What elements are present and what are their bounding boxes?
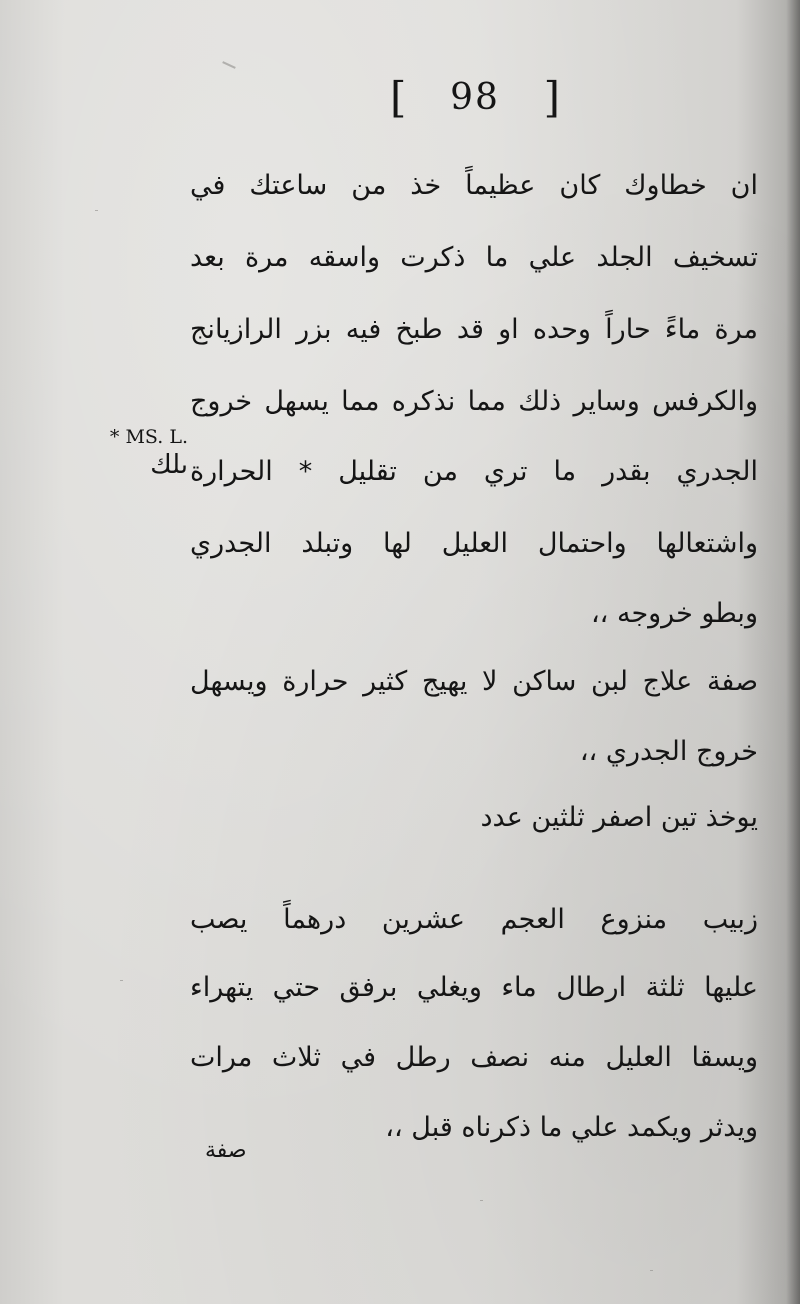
- close-bracket: ]: [543, 72, 560, 122]
- margin-note-arabic: ىلك: [150, 450, 188, 480]
- text-line: عليها ثلثة ارطال ماء ويغلي برفق حتي يتهراء: [190, 972, 758, 1003]
- paper-speck: [650, 1270, 653, 1271]
- text-line: واشتعالها واحتمال العليل لها وتبلد الجدري: [190, 528, 758, 559]
- text-line: وبطو خروجه ،،: [590, 598, 758, 629]
- page-number-header: [390, 72, 560, 122]
- text-line: ان خطاوك كان عظيماً خذ من ساعتك في: [190, 170, 758, 201]
- text-line: صفة علاج لبن ساكن لا يهيج كثير حرارة ويسهل: [190, 666, 758, 697]
- margin-note-label: * MS. L.: [109, 426, 188, 448]
- text-line: ويسقا العليل منه نصف رطل في ثلاث مرات: [190, 1042, 758, 1073]
- text-line: ويدثر ويكمد علي ما ذكرناه قبل ،،: [385, 1112, 758, 1143]
- page-number: 98: [450, 76, 500, 118]
- paper-speck: [222, 61, 236, 69]
- text-line: خروج الجدري ،،: [579, 736, 758, 767]
- paper-speck: [120, 980, 123, 981]
- text-line: تسخيف الجلد علي ما ذكرت واسقه مرة بعد: [190, 242, 758, 273]
- text-line: يوخذ تين اصفر ثلثين عدد: [480, 802, 758, 833]
- catchword: صفة: [205, 1138, 247, 1163]
- text-line: مرة ماءً حاراً وحده او قد طبخ فيه بزر الرازيانج: [190, 314, 758, 345]
- page-edge-shadow: [786, 0, 800, 1304]
- paper-speck: [480, 1200, 483, 1201]
- open-bracket: [: [390, 72, 407, 122]
- text-line: الجدري بقدر ما تري من تقليل * الحرارة: [190, 456, 758, 487]
- margin-note: [108, 426, 188, 482]
- paper-speck: [95, 210, 98, 211]
- text-line: والكرفس وساير ذلك مما نذكره مما يسهل خروج: [190, 386, 758, 417]
- text-line: زبيب منزوع العجم عشرين درهماً يصب: [190, 904, 758, 935]
